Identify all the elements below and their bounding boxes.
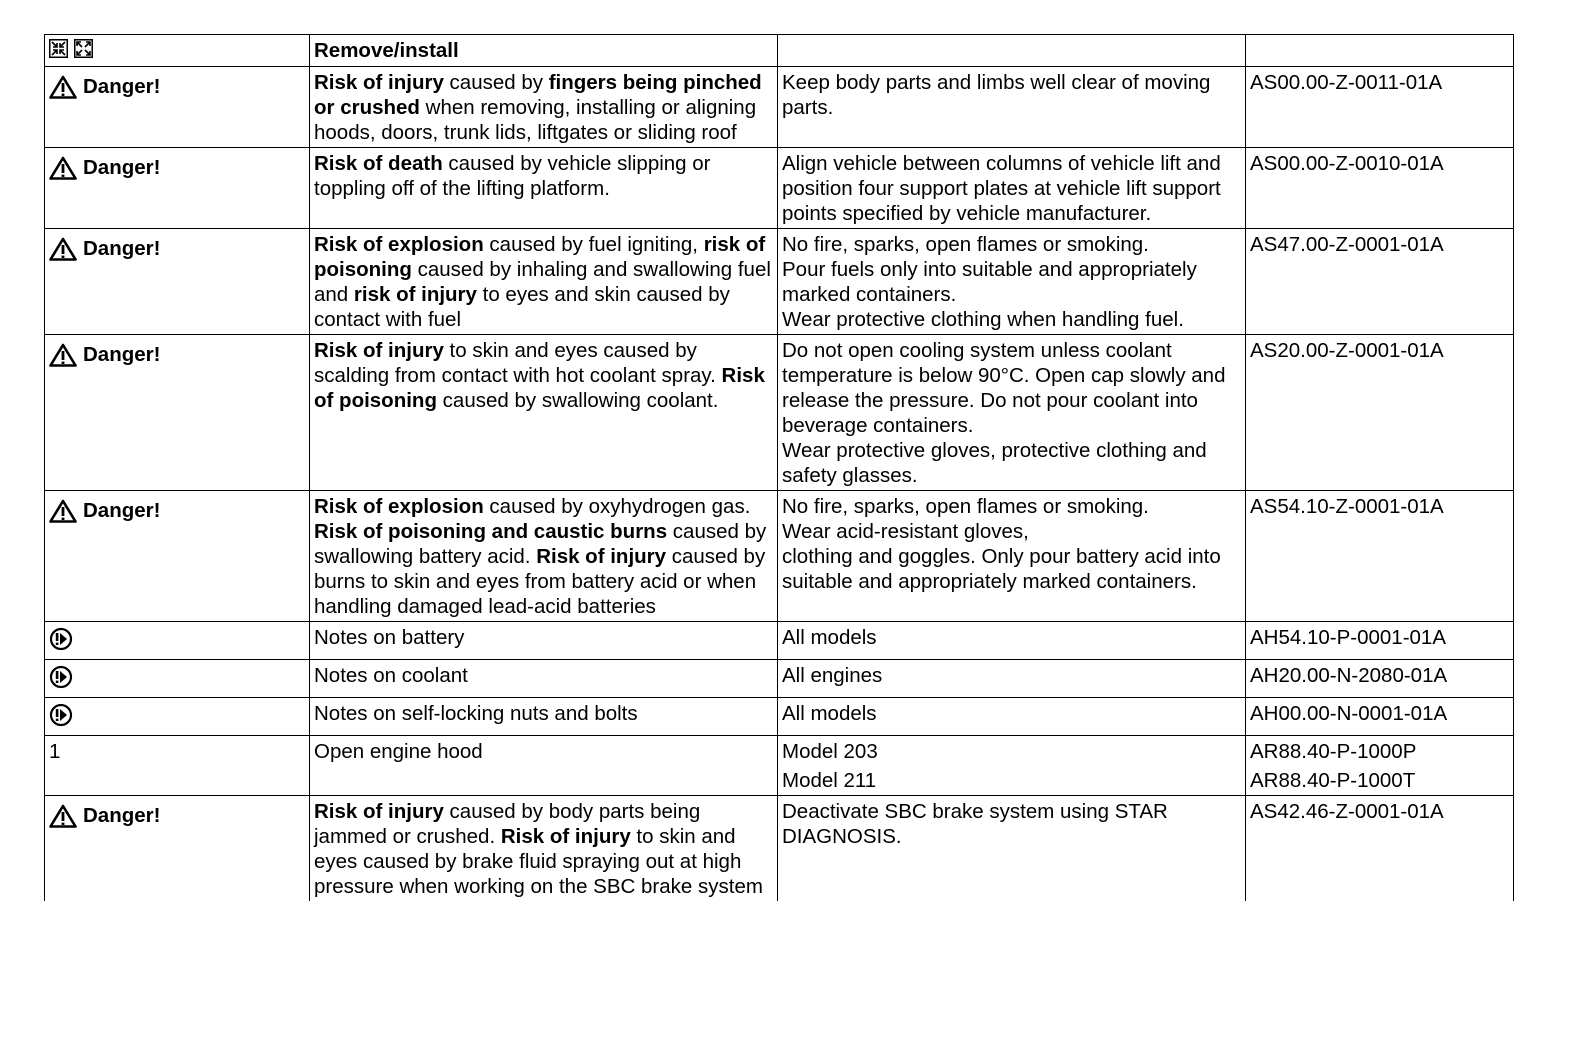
measure-line: Wear acid-resistant gloves, (782, 520, 1029, 543)
note-scope-cell (778, 698, 1246, 736)
measure-text: Deactivate SBC brake system using STAR DIAGNOSIS. (782, 800, 1168, 848)
danger-label (49, 498, 306, 523)
danger-label (49, 155, 306, 180)
code-cell (1246, 67, 1514, 148)
danger-cell (45, 67, 310, 148)
risk-text-part: risk of injury (353, 283, 477, 306)
step-codes-cell (1246, 736, 1514, 796)
note-icon (49, 665, 73, 689)
risk-text-part: to eyes and skin caused by contact with fuel (314, 283, 730, 331)
risk-text-part: fingers being pinched or crushed (314, 71, 762, 119)
measure-cell (778, 67, 1246, 148)
danger-row (45, 229, 1514, 335)
code-cell (1246, 229, 1514, 335)
danger-row (45, 796, 1514, 902)
note-row (45, 660, 1514, 698)
risk-text-part: caused by vehicle slipping or toppling off of the lifting platform. (314, 152, 711, 200)
note-text-cell (310, 622, 778, 660)
risk-text-part: to skin and eyes caused by brake fluid spraying out at high pressure when working on the SBC brake system (314, 825, 763, 898)
danger-cell (45, 148, 310, 229)
danger-row (45, 148, 1514, 229)
risk-text-part: caused by swallowing coolant. (436, 389, 719, 412)
document-code: AS20.00-Z-0001-01A (1250, 339, 1444, 362)
risk-text-part: when removing, installing or aligning hoods, doors, trunk lids, liftgates or sliding roof (314, 96, 757, 144)
risk-text-part: caused by burns to skin and eyes from battery acid or when handling damaged lead-acid batteries (314, 545, 766, 618)
note-text-cell (310, 698, 778, 736)
danger-cell (45, 335, 310, 491)
note-icon-cell (45, 698, 310, 736)
note-text-cell (310, 660, 778, 698)
note-text: Notes on battery (314, 626, 465, 649)
danger-row (45, 491, 1514, 622)
note-icon-cell (45, 622, 310, 660)
note-scope: All models (782, 702, 877, 725)
danger-label (49, 342, 306, 367)
code-cell (1246, 335, 1514, 491)
warning-icon (49, 343, 77, 367)
measure-line: No fire, sparks, open flames or smoking. (782, 233, 1149, 256)
risk-text-part: Risk of death (314, 152, 443, 175)
header-icons-cell (45, 35, 310, 67)
code-cell (1246, 622, 1514, 660)
document-code: AS00.00-Z-0010-01A (1250, 152, 1444, 175)
document-code: AH20.00-N-2080-01A (1250, 664, 1448, 687)
risk-text-part: Risk of injury (314, 800, 444, 823)
risk-cell (310, 148, 778, 229)
warning-icon (49, 237, 77, 261)
risk-text-part: Risk of explosion (314, 233, 484, 256)
measure-line: Wear protective clothing when handling fuel. (782, 308, 1184, 331)
warning-icon (49, 499, 77, 523)
code-cell (1246, 698, 1514, 736)
warning-icon (49, 804, 77, 828)
measure-cell (778, 229, 1246, 335)
risk-text-part: caused by body parts being jammed or crushed. (314, 800, 701, 848)
measure-cell (778, 335, 1246, 491)
header-empty-cell (778, 35, 1246, 67)
code-cell (1246, 660, 1514, 698)
model-item: Model 203 (782, 740, 878, 763)
document-code: AS00.00-Z-0011-01A (1250, 71, 1443, 94)
risk-text-part: Risk of injury (500, 825, 631, 848)
danger-label (49, 236, 306, 261)
risk-text-part: caused by oxyhydrogen gas. (483, 495, 751, 518)
risk-cell (310, 491, 778, 622)
note-text: Notes on coolant (314, 664, 468, 687)
remove-icon (49, 39, 68, 58)
danger-label (49, 803, 306, 828)
measure-line: clothing and goggles. Only pour battery acid into suitable and appropriately marked containers. (782, 545, 1221, 593)
risk-text-part: Risk of injury (314, 71, 444, 94)
header-row (45, 35, 1514, 67)
note-row (45, 622, 1514, 660)
document-code: AS47.00-Z-0001-01A (1250, 233, 1444, 256)
danger-row (45, 335, 1514, 491)
step-row (45, 736, 1514, 796)
risk-text-part: Risk of poisoning (314, 364, 765, 412)
header-title: Remove/install (310, 35, 778, 67)
note-scope: All engines (782, 664, 883, 687)
measure-cell (778, 148, 1246, 229)
code-cell (1246, 491, 1514, 622)
step-models-cell (778, 736, 1246, 796)
danger-row (45, 67, 1514, 148)
code-cell (1246, 148, 1514, 229)
risk-text-part: to skin and eyes caused by scalding from contact with hot coolant spray. (314, 339, 722, 387)
step-text-cell (310, 736, 778, 796)
danger-text: Danger! (83, 804, 161, 827)
risk-cell (310, 335, 778, 491)
measure-line: Wear protective gloves, protective clothing and safety glasses. (782, 439, 1207, 487)
danger-text: Danger! (83, 499, 161, 522)
danger-cell (45, 229, 310, 335)
note-row (45, 698, 1514, 736)
measure-text: Align vehicle between columns of vehicle lift and position four support plates at vehicle lift support points specified by vehicle manufacturer. (782, 152, 1221, 225)
document-code: AH00.00-N-0001-01A (1250, 702, 1448, 725)
document-code: AH54.10-P-0001-01A (1250, 626, 1447, 649)
risk-text-part: risk of poisoning (314, 233, 766, 281)
danger-text: Danger! (83, 343, 161, 366)
measure-cell (778, 491, 1246, 622)
procedure-table-body (45, 35, 1514, 902)
note-icon-cell (45, 660, 310, 698)
step-text: Open engine hood (314, 740, 483, 763)
warning-icon (49, 75, 77, 99)
risk-text-part: Risk of explosion (314, 495, 484, 518)
document-code: AR88.40-P-1000P (1250, 740, 1417, 763)
note-scope-cell (778, 660, 1246, 698)
risk-text-part: Risk of injury (314, 339, 444, 362)
danger-text: Danger! (83, 75, 161, 98)
risk-text-part: caused by (443, 71, 549, 94)
measure-line: Do not open cooling system unless coolant temperature is below 90°C. Open cap slowly and release the pressure. Do not pour coolant into beverage containers. (782, 339, 1226, 437)
risk-text-part: caused by swallowing battery acid. (314, 520, 767, 568)
code-cell (1246, 796, 1514, 902)
danger-label (49, 74, 306, 99)
note-text: Notes on self-locking nuts and bolts (314, 702, 638, 725)
risk-text-part: caused by inhaling and swallowing fuel and (314, 258, 771, 306)
measure-text: Keep body parts and limbs well clear of moving parts. (782, 71, 1211, 119)
danger-cell (45, 796, 310, 902)
install-icon (74, 39, 93, 58)
note-scope-cell (778, 622, 1246, 660)
note-icon (49, 627, 73, 651)
measure-line: No fire, sparks, open flames or smoking. (782, 495, 1149, 518)
model-item: Model 211 (782, 769, 877, 792)
danger-cell (45, 491, 310, 622)
header-empty-cell (1246, 35, 1514, 67)
document-code: AR88.40-P-1000T (1250, 769, 1416, 792)
note-icon (49, 703, 73, 727)
risk-text-part: caused by fuel igniting, (483, 233, 704, 256)
risk-cell (310, 796, 778, 902)
step-number-cell (45, 736, 310, 796)
risk-text-part: Risk of injury (536, 545, 667, 568)
measure-line: Pour fuels only into suitable and appropriately marked containers. (782, 258, 1197, 306)
danger-text: Danger! (83, 156, 161, 179)
warning-icon (49, 156, 77, 180)
document-code: AS42.46-Z-0001-01A (1250, 800, 1444, 823)
procedure-table (44, 34, 1514, 901)
note-scope: All models (782, 626, 877, 649)
step-number: 1 (49, 740, 61, 763)
measure-cell (778, 796, 1246, 902)
document-code: AS54.10-Z-0001-01A (1250, 495, 1444, 518)
risk-text-part: Risk of poisoning and caustic burns (314, 520, 668, 543)
risk-cell (310, 229, 778, 335)
risk-cell (310, 67, 778, 148)
danger-text: Danger! (83, 237, 161, 260)
